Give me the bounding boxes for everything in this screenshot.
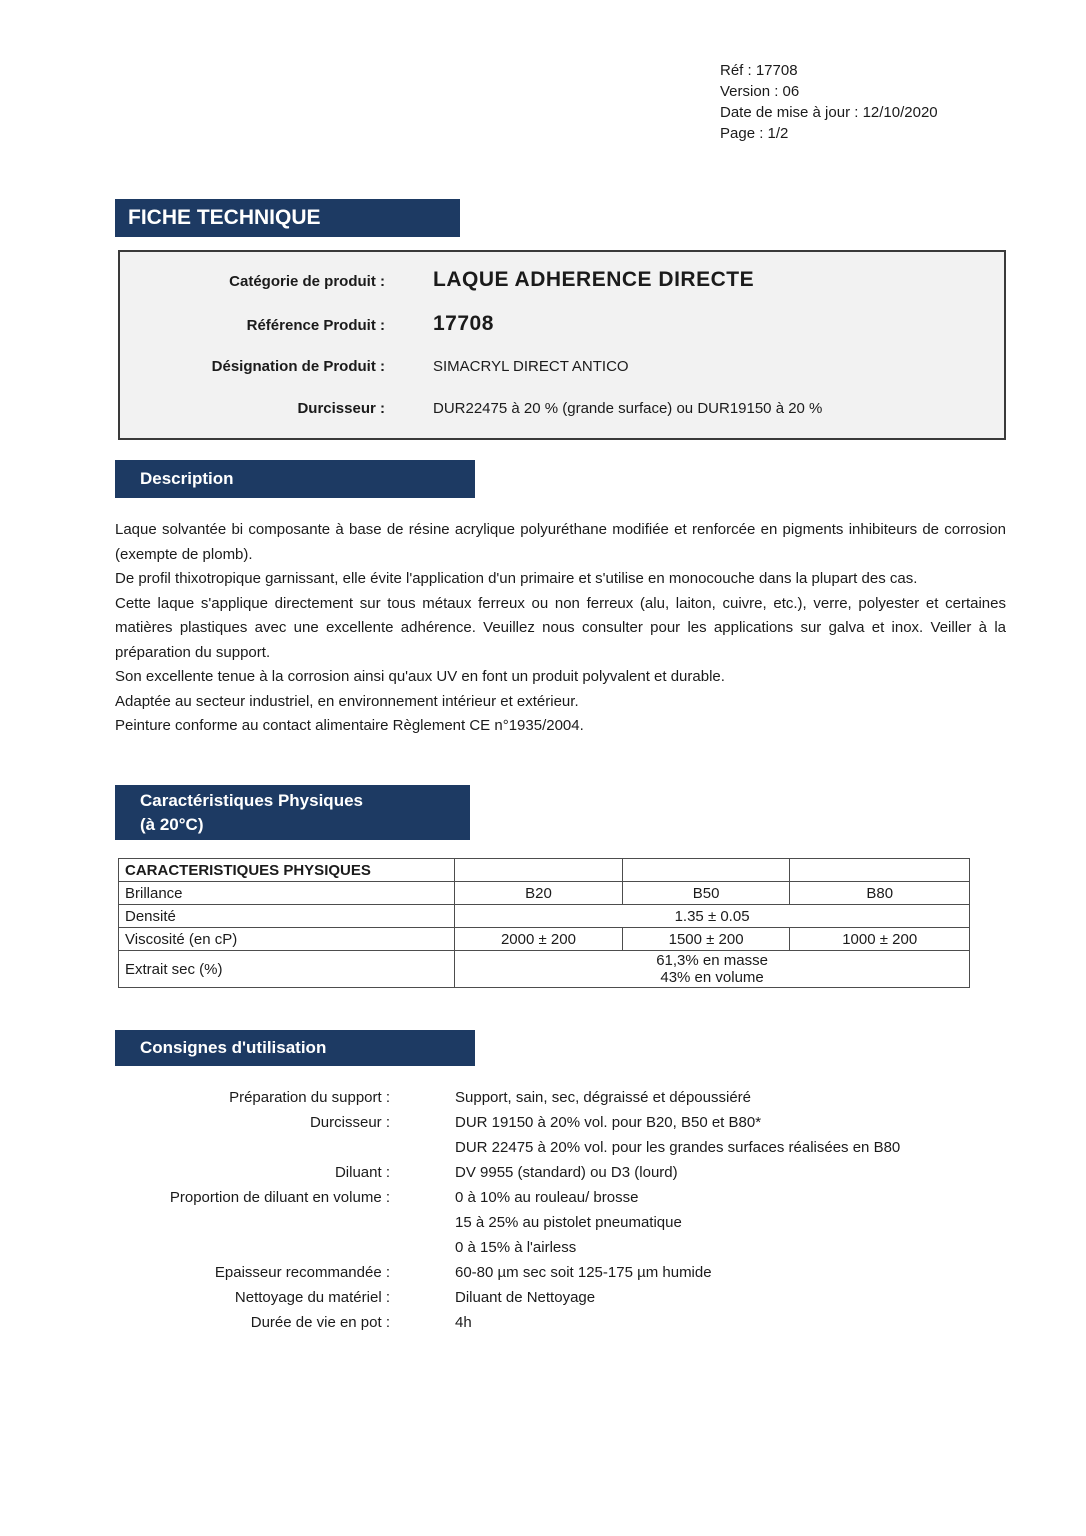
proportion-values: [455, 1185, 682, 1260]
product-hardener-label: Durcisseur :: [297, 400, 385, 417]
epaisseur-value: 60-80 µm sec soit 125-175 µm humide: [455, 1264, 712, 1281]
consignes-block: [115, 1085, 1006, 1335]
table-row-brillance: [119, 882, 970, 905]
epaisseur-label: Epaisseur recommandée :: [214, 1264, 390, 1281]
table-header-row: [119, 859, 970, 882]
consignes-banner: [115, 1030, 475, 1066]
durcisseur-values: [455, 1110, 900, 1160]
physical-characteristics-table: [118, 858, 970, 988]
product-designation-row: [120, 358, 1004, 375]
description-title: Description: [140, 469, 234, 488]
table-header-cell-empty: [455, 859, 623, 882]
proportion-value-pistolet: 15 à 25% au pistolet pneumatique: [455, 1214, 682, 1231]
extrait-sec-label: Extrait sec (%): [119, 951, 455, 988]
doc-version: Version : 06: [720, 83, 800, 100]
product-info-box: [118, 250, 1006, 440]
product-category-row: [120, 268, 1004, 292]
preparation-values: [455, 1085, 751, 1110]
product-reference-row: [120, 312, 1004, 336]
consigne-row-proportion: [115, 1185, 1006, 1260]
densite-value: 1.35 ± 0.05: [455, 905, 970, 928]
description-banner: [115, 460, 475, 498]
doc-ref: Réf : 17708: [720, 62, 798, 79]
product-designation-value: SIMACRYL DIRECT ANTICO: [433, 358, 629, 375]
consigne-row-duree-pot: [115, 1310, 1006, 1335]
duree-pot-label: Durée de vie en pot :: [250, 1314, 390, 1331]
table-row-densite: [119, 905, 970, 928]
durcisseur-label: Durcisseur :: [309, 1114, 390, 1131]
proportion-value-rouleau: 0 à 10% au rouleau/ brosse: [455, 1189, 639, 1206]
consignes-title: Consignes d'utilisation: [140, 1038, 327, 1057]
consigne-row-diluant: [115, 1160, 1006, 1185]
consigne-row-preparation: [115, 1085, 1006, 1110]
product-designation-label: Désignation de Produit :: [211, 358, 385, 375]
description-paragraph: Adaptée au secteur industriel, en environnement intérieur et extérieur.: [115, 692, 579, 710]
viscosite-label: Viscosité (en cP): [119, 928, 455, 951]
brillance-b20: B20: [455, 882, 623, 905]
proportion-label: Proportion de diluant en volume :: [169, 1189, 390, 1206]
preparation-value: Support, sain, sec, dégraissé et dépoussiéré: [455, 1089, 752, 1106]
table-header-cell: CARACTERISTIQUES PHYSIQUES: [119, 859, 455, 882]
viscosite-b50: 1500 ± 200: [622, 928, 790, 951]
description-paragraph: Cette laque s'applique directement sur tous métaux ferreux ou non ferreux (alu, laiton, cuivre, etc.), verre, polyester et certaines matières plastiques avec une excellente adhérence. Veuillez nous consulter pour les applications sur galva et inox. Veiller à la préparation du support.: [115, 594, 1006, 661]
caracteristiques-title-line2: (à 20°C): [140, 814, 204, 834]
table-header-cell-empty: [622, 859, 790, 882]
product-category-value: LAQUE ADHERENCE DIRECTE: [433, 268, 755, 291]
consigne-row-nettoyage: [115, 1285, 1006, 1310]
description-paragraph: Laque solvantée bi composante à base de résine acrylique polyuréthane modifiée et renforcée en pigments inhibiteurs de corrosion (exempte de plomb).: [115, 521, 1006, 563]
viscosite-b80: 1000 ± 200: [790, 928, 970, 951]
caracteristiques-title-line1: Caractéristiques Physiques: [140, 790, 363, 810]
table-header-cell-empty: [790, 859, 970, 882]
extrait-sec-masse: 61,3% en masse: [656, 952, 768, 969]
consigne-row-durcisseur: [115, 1110, 1006, 1160]
description-paragraph: Peinture conforme au contact alimentaire Règlement CE n°1935/2004.: [115, 717, 584, 734]
diluant-label: Diluant :: [334, 1164, 390, 1181]
brillance-b50: B50: [622, 882, 790, 905]
nettoyage-values: [455, 1285, 595, 1310]
extrait-sec-volume: 43% en volume: [660, 969, 764, 986]
description-paragraph: De profil thixotropique garnissant, elle évite l'application d'un primaire et s'utilise en monocouche dans la plupart des cas.: [115, 570, 918, 587]
proportion-value-airless: 0 à 15% à l'airless: [455, 1239, 577, 1256]
durcisseur-value-line2: DUR 22475 à 20% vol. pour les grandes surfaces réalisées en B80: [455, 1139, 901, 1156]
product-category-label: Catégorie de produit :: [229, 273, 385, 290]
brillance-label: Brillance: [119, 882, 455, 905]
doc-info-block: [720, 60, 938, 144]
brillance-b80: B80: [790, 882, 970, 905]
duree-pot-value: 4h: [455, 1314, 472, 1331]
nettoyage-value: Diluant de Nettoyage: [455, 1289, 596, 1306]
densite-label: Densité: [119, 905, 455, 928]
product-reference-value: 17708: [433, 312, 494, 335]
consigne-row-epaisseur: [115, 1260, 1006, 1285]
viscosite-b20: 2000 ± 200: [455, 928, 623, 951]
fiche-technique-title: FICHE TECHNIQUE: [128, 206, 321, 229]
product-hardener-value: DUR22475 à 20 % (grande surface) ou DUR19150 à 20 %: [433, 400, 823, 417]
product-reference-label: Référence Produit :: [246, 317, 385, 334]
fiche-technique-banner: [115, 199, 460, 237]
duree-pot-values: [455, 1310, 472, 1335]
table-row-extrait-sec: [119, 951, 970, 988]
preparation-label: Préparation du support :: [229, 1089, 390, 1106]
table-row-viscosite: [119, 928, 970, 951]
doc-page-number: Page : 1/2: [720, 125, 789, 142]
product-hardener-row: [120, 400, 1004, 417]
epaisseur-values: [455, 1260, 712, 1285]
nettoyage-label: Nettoyage du matériel :: [234, 1289, 390, 1306]
diluant-values: [455, 1160, 678, 1185]
extrait-sec-value: [455, 951, 970, 988]
caracteristiques-banner: [115, 785, 470, 840]
description-text: [115, 518, 1006, 739]
diluant-value: DV 9955 (standard) ou D3 (lourd): [455, 1164, 678, 1181]
doc-update-date: Date de mise à jour : 12/10/2020: [720, 104, 938, 121]
durcisseur-value-line1: DUR 19150 à 20% vol. pour B20, B50 et B80*: [455, 1114, 762, 1131]
description-paragraph: Son excellente tenue à la corrosion ainsi qu'aux UV en font un produit polyvalent et durable.: [115, 668, 725, 685]
